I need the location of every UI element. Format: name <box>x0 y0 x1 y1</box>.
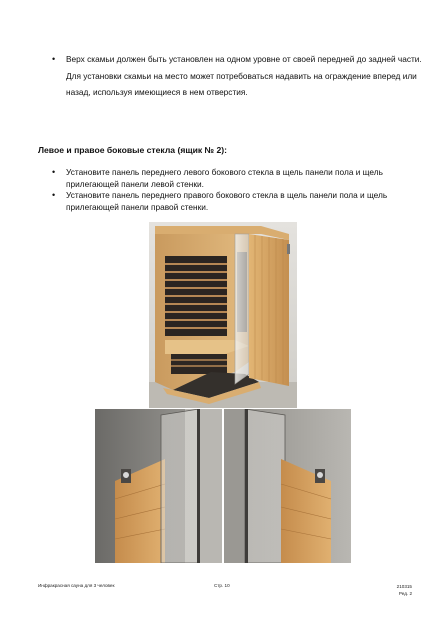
footer-product-name: Инфракрасная сауна для 3 человек <box>38 583 115 588</box>
list-item: • Верх скамьи должен быть установлен на одном уровне от своей передней до задней части. Для установки скамьи на место может потребоваться надавить на ограждение вперед или назад, используя имеющиеся в нем отверстия. <box>52 51 424 101</box>
sauna-illustration <box>149 222 297 408</box>
footer-page-number: Стр. 10 <box>214 583 230 588</box>
footer-revision <box>397 583 412 597</box>
list-item: • Установите панель переднего правого бокового стекла в щель панели пола и щель прилегающей панели правой стенки. <box>52 190 424 213</box>
list-item: • Установите панель переднего левого бокового стекла в щель панели пола и щель прилегающей панели левой стенки. <box>52 167 424 190</box>
side-glass-illustration <box>95 409 351 563</box>
footer-revision-label: Ред. 2 <box>398 591 412 596</box>
section-heading: Левое и правое боковые стекла (ящик № 2): <box>38 145 228 155</box>
footer-doc-code: 210315 <box>396 584 412 589</box>
side-glass-photo <box>95 409 351 563</box>
bench-instructions-list <box>52 51 424 101</box>
glass-instructions-list <box>52 167 424 213</box>
sauna-photo <box>149 222 297 408</box>
